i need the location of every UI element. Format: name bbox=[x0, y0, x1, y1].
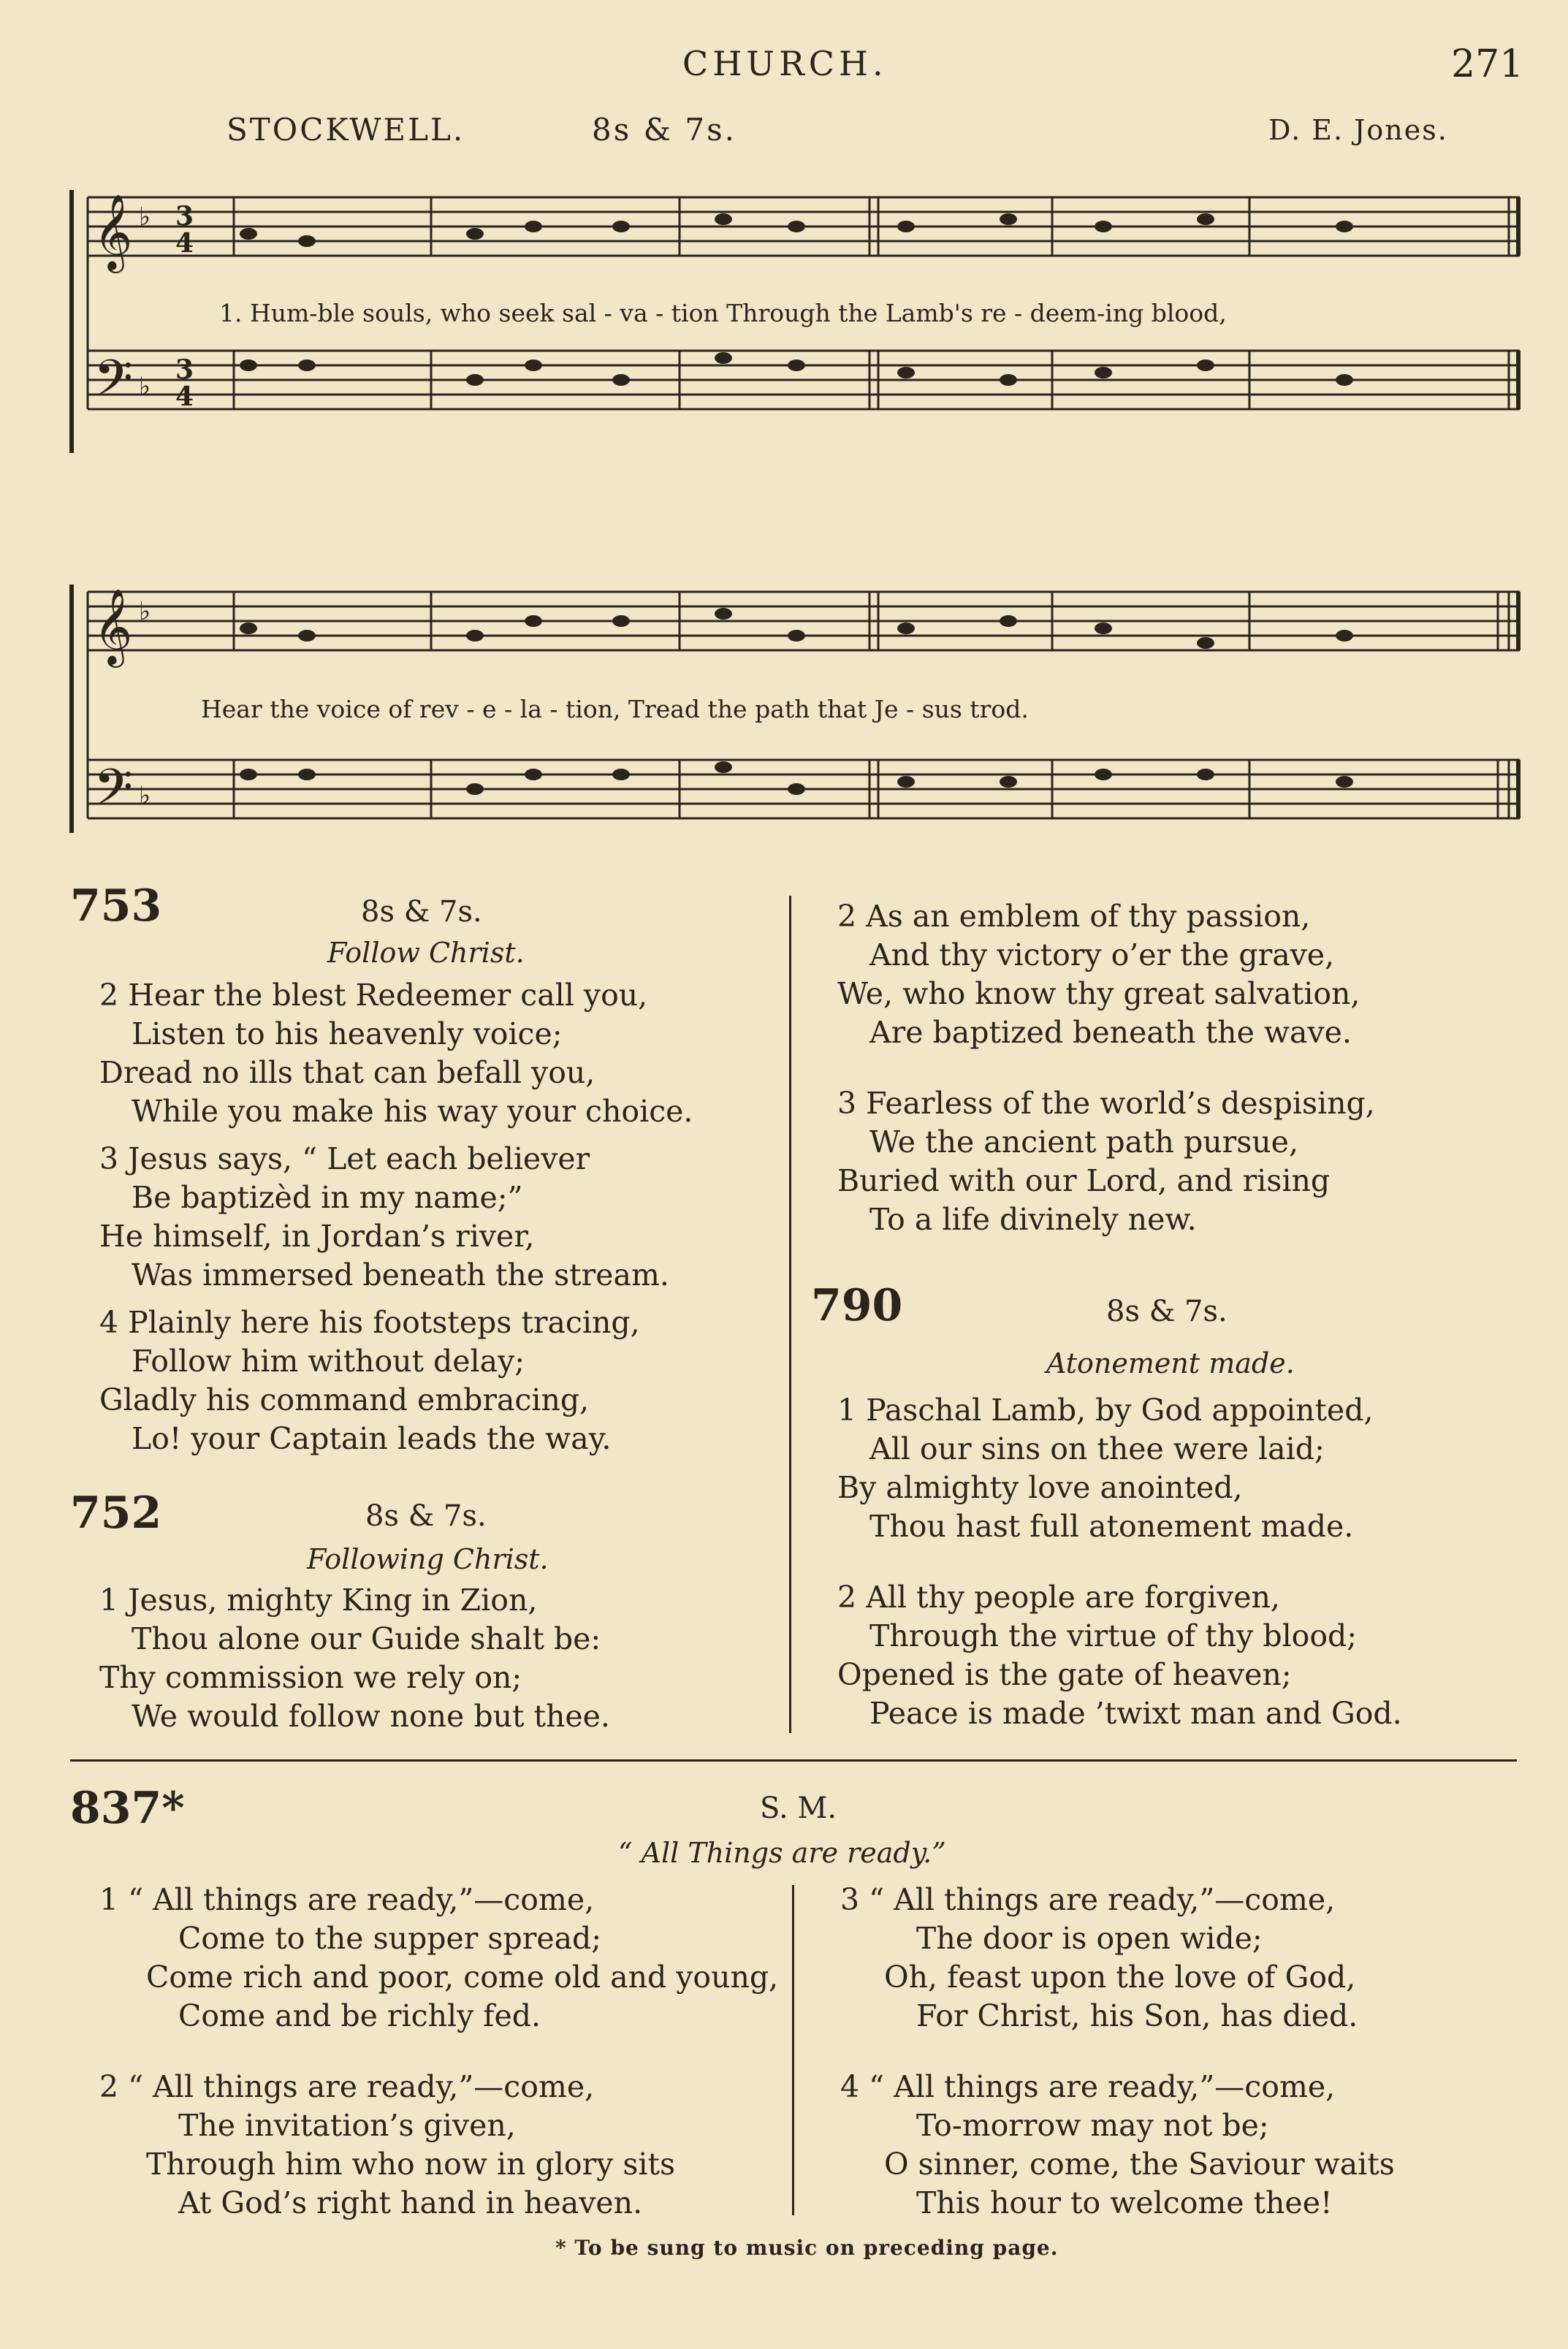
verse-line: Be baptizèd in my name;” bbox=[132, 1180, 523, 1215]
svg-text:4: 4 bbox=[175, 228, 194, 259]
hymn-790-verses bbox=[837, 1391, 1402, 1733]
verse-line: For Christ, his Son, has died. bbox=[916, 1998, 1358, 2033]
verse-line: We the ancient path pursue, bbox=[869, 1124, 1298, 1160]
section-header: CHURCH. bbox=[682, 44, 888, 83]
footnote: * To be sung to music on preceding page. bbox=[555, 2236, 1059, 2260]
hymn-752-meter: 8s & 7s. bbox=[365, 1499, 487, 1533]
hymn-837-verses-right bbox=[840, 1881, 1395, 2223]
svg-text:𝄞: 𝄞 bbox=[94, 194, 133, 270]
verse-line: Come to the supper spread; bbox=[178, 1921, 602, 1956]
hymn-753-subtitle: Follow Christ. bbox=[327, 937, 525, 969]
verse-line: All our sins on thee were laid; bbox=[869, 1431, 1325, 1466]
verse-line: Oh, feast upon the love of God, bbox=[884, 1960, 1356, 1995]
verse-line: 3 Jesus says, “ Let each believer bbox=[99, 1141, 590, 1176]
verse-line: Peace is made ’twixt man and God. bbox=[869, 1696, 1402, 1731]
svg-text:♭: ♭ bbox=[139, 781, 151, 810]
verse-line: By almighty love anointed, bbox=[837, 1470, 1243, 1505]
hymn-790-number: 790 bbox=[811, 1280, 903, 1331]
verse-line: 4 Plainly here his footsteps tracing, bbox=[99, 1305, 640, 1340]
verse-line: Through him who now in glory sits bbox=[146, 2147, 676, 2182]
svg-text:♭: ♭ bbox=[139, 202, 151, 232]
verse-line: Follow him without delay; bbox=[132, 1344, 525, 1379]
verse-line: Lo! your Captain leads the way. bbox=[132, 1421, 612, 1456]
verse-line: 1 “ All things are ready,”—come, bbox=[99, 1882, 595, 1917]
music-system-2 bbox=[66, 548, 1524, 855]
hymn-837-number: 837* bbox=[70, 1783, 185, 1834]
hymn-837-subtitle: “ All Things are ready.” bbox=[618, 1837, 946, 1869]
svg-text:3: 3 bbox=[175, 354, 194, 385]
verse-line: At God’s right hand in heaven. bbox=[178, 2185, 643, 2220]
verse-line: Was immersed beneath the stream. bbox=[132, 1257, 669, 1292]
column-divider bbox=[789, 896, 791, 1733]
verse-line: Dread no ills that can befall you, bbox=[99, 1055, 595, 1090]
verse-line: Come and be richly fed. bbox=[178, 1998, 541, 2033]
verse-line: O sinner, come, the Saviour waits bbox=[884, 2147, 1395, 2182]
verse-line: The door is open wide; bbox=[916, 1921, 1263, 1956]
verse-line: The invitation’s given, bbox=[178, 2108, 516, 2143]
verse-line: Thou alone our Guide shalt be: bbox=[132, 1621, 601, 1656]
hymn-837-verses-left bbox=[99, 1881, 778, 2223]
svg-text:𝄞: 𝄞 bbox=[94, 588, 133, 665]
verse-line: 2 Hear the blest Redeemer call you, bbox=[99, 978, 648, 1013]
verse-line: And thy victory o’er the grave, bbox=[869, 937, 1335, 972]
hymn-752-subtitle: Following Christ. bbox=[307, 1543, 549, 1575]
svg-text:3: 3 bbox=[175, 201, 194, 232]
section-rule bbox=[70, 1759, 1517, 1762]
hymn-752-number: 752 bbox=[70, 1488, 162, 1539]
hymn-790-subtitle: Atonement made. bbox=[1046, 1347, 1295, 1379]
lyrics-system-1: 1. Hum-ble souls, who seek sal - va - tion Through the Lamb's re - deem-ing blood, bbox=[219, 299, 1227, 327]
column-divider-837 bbox=[792, 1885, 794, 2215]
hymn-790-meter: 8s & 7s. bbox=[1106, 1295, 1228, 1328]
svg-text:♭: ♭ bbox=[139, 372, 151, 401]
verse-line: To-morrow may not be; bbox=[916, 2108, 1269, 2143]
tune-name: STOCKWELL. bbox=[227, 112, 465, 148]
verse-line: Opened is the gate of heaven; bbox=[837, 1657, 1292, 1692]
verse-line: Gladly his command embracing, bbox=[99, 1382, 590, 1417]
verse-line: 3 Fearless of the world’s despising, bbox=[837, 1086, 1375, 1121]
verse-line: Thy commission we rely on; bbox=[99, 1660, 522, 1695]
verse-line: While you make his way your choice. bbox=[132, 1094, 693, 1129]
verse-line: Thou hast full atonement made. bbox=[869, 1509, 1354, 1544]
verse-line: He himself, in Jordan’s river, bbox=[99, 1219, 535, 1254]
hymn-753-verses bbox=[99, 976, 693, 1458]
verse-line: 2 All thy people are forgiven, bbox=[837, 1580, 1280, 1615]
verse-line: 2 As an emblem of thy passion, bbox=[837, 899, 1311, 934]
verse-line: 1 Paschal Lamb, by God appointed, bbox=[837, 1393, 1374, 1428]
lyrics-system-2: Hear the voice of rev - e - la - tion, Tread the path that Je - sus trod. bbox=[201, 695, 1029, 723]
verse-line: Come rich and poor, come old and young, bbox=[146, 1960, 779, 1995]
verse-line: We, who know thy great salvation, bbox=[837, 976, 1360, 1011]
verse-line: To a life divinely new. bbox=[869, 1202, 1197, 1237]
svg-text:♭: ♭ bbox=[139, 597, 151, 626]
verse-line: Are baptized beneath the wave. bbox=[869, 1015, 1352, 1050]
hymn-753-meter: 8s & 7s. bbox=[361, 895, 482, 929]
verse-line: 4 “ All things are ready,”—come, bbox=[840, 2069, 1336, 2104]
music-system-1 bbox=[66, 161, 1524, 468]
verse-line: 2 “ All things are ready,”—come, bbox=[99, 2069, 595, 2104]
verse-line: Through the virtue of thy blood; bbox=[869, 1618, 1358, 1653]
svg-text:4: 4 bbox=[175, 381, 194, 412]
svg-text:𝄢: 𝄢 bbox=[94, 349, 134, 420]
verse-line: We would follow none but thee. bbox=[132, 1699, 610, 1734]
verse-line: 3 “ All things are ready,”—come, bbox=[840, 1882, 1336, 1917]
verse-line: 1 Jesus, mighty King in Zion, bbox=[99, 1583, 538, 1618]
hymn-753-number: 753 bbox=[70, 880, 162, 932]
hymn-837-meter: S. M. bbox=[760, 1792, 837, 1825]
hymn-752-verses-right bbox=[837, 897, 1375, 1239]
verse-line: This hour to welcome thee! bbox=[916, 2185, 1333, 2220]
hymn-752-verses-left bbox=[99, 1581, 610, 1736]
tune-meter: 8s & 7s. bbox=[592, 112, 737, 148]
svg-text:𝄢: 𝄢 bbox=[94, 758, 134, 829]
verse-line: Buried with our Lord, and rising bbox=[837, 1163, 1331, 1198]
tune-composer: D. E. Jones. bbox=[1268, 114, 1448, 146]
page-number: 271 bbox=[1451, 42, 1524, 86]
verse-line: Listen to his heavenly voice; bbox=[132, 1016, 563, 1051]
